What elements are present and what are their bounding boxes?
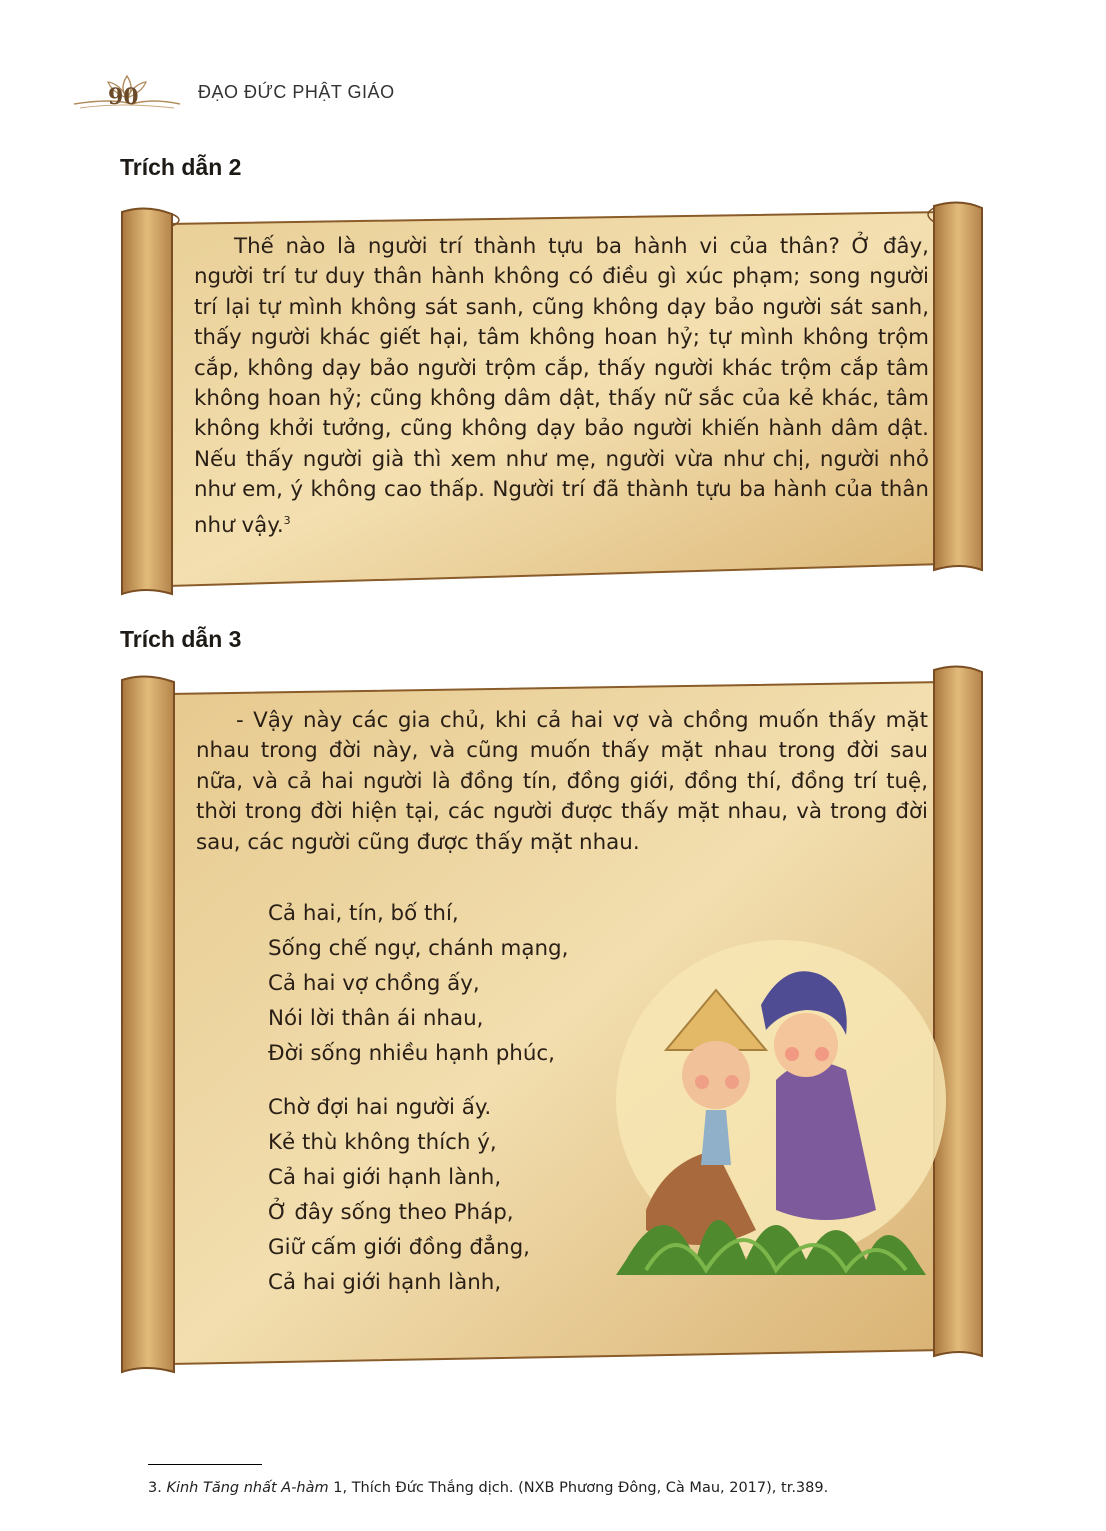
verse-line: Ở đây sống theo Pháp, [268, 1200, 514, 1225]
verse-line: Cả hai giới hạnh lành, [268, 1270, 502, 1295]
quote-2-title: Trích dẫn 2 [120, 154, 242, 180]
footnote-ref[interactable]: 3 [283, 513, 291, 527]
quote-2-body [194, 232, 929, 541]
verse-line: Đời sống nhiều hạnh phúc, [268, 1041, 555, 1066]
footnote-source-title: Kinh Tăng nhất A-hàm [166, 1480, 329, 1496]
quote-2-scroll [116, 194, 988, 610]
running-header-title: ĐẠO ĐỨC PHẬT GIÁO [198, 82, 395, 102]
verse-line: Cả hai, tín, bố thí, [268, 901, 459, 926]
verse-stanza-2 [268, 1090, 648, 1300]
verse-line: Cả hai vợ chồng ấy, [268, 971, 480, 996]
page-header [72, 72, 492, 116]
footnote-divider [148, 1464, 262, 1465]
footnote [148, 1480, 1008, 1496]
verse-line: Nói lời thân ái nhau, [268, 1006, 484, 1031]
verse-line: Giữ cấm giới đồng đẳng, [268, 1235, 530, 1260]
footnote-source-details: 1, Thích Đức Thắng dịch. (NXB Phương Đông, Cà Mau, 2017), tr.389. [333, 1480, 829, 1496]
verse-line: Sống chế ngự, chánh mạng, [268, 936, 569, 961]
quote-3-title: Trích dẫn 3 [120, 626, 242, 652]
quote-3-body [196, 706, 928, 858]
page-number: 90 [108, 84, 139, 110]
verse-line: Cả hai giới hạnh lành, [268, 1165, 502, 1190]
quote-3-text: - Vậy này các gia chủ, khi cả hai vợ và chồng muốn thấy mặt nhau trong đời này, và cũng muốn thấy mặt nhau trong đời sau nữa, và cả hai người là đồng tín, đồng giới, đồng thí, đồng trí tuệ, thời trong đời hiện tại, các người được thấy mặt nhau, và trong đời sau, các người cũng được thấy mặt nhau. [196, 708, 928, 855]
couple-illustration-icon [606, 930, 946, 1290]
quote-3-scroll [116, 660, 988, 1380]
footnote-number: 3. [148, 1480, 162, 1496]
verse-line: Chờ đợi hai người ấy. [268, 1095, 492, 1120]
quote-2-text: Thế nào là người trí thành tựu ba hành vi của thân? Ở đây, người trí tư duy thân hành không có điều gì xúc phạm; song người trí lại tự mình không sát sanh, cũng không dạy bảo người sát sanh, thấy người khác giết hại, tâm không hoan hỷ; tự mình không trộm cắp, không dạy bảo người trộm cắp, thấy người khác trộm cắp tâm không hoan hỷ; cũng không dâm dật, thấy nữ sắc của kẻ khác, tâm không khởi tưởng, cũng không dạy bảo người khiến hành dâm dật. Nếu thấy người già thì xem như mẹ, người vừa như chị, người nhỏ như em, ý không cao thấp. Người trí đã thành tựu ba hành của thân như vậy. [194, 234, 929, 538]
verse-stanza-1 [268, 896, 648, 1071]
verse-line: Kẻ thù không thích ý, [268, 1130, 497, 1155]
